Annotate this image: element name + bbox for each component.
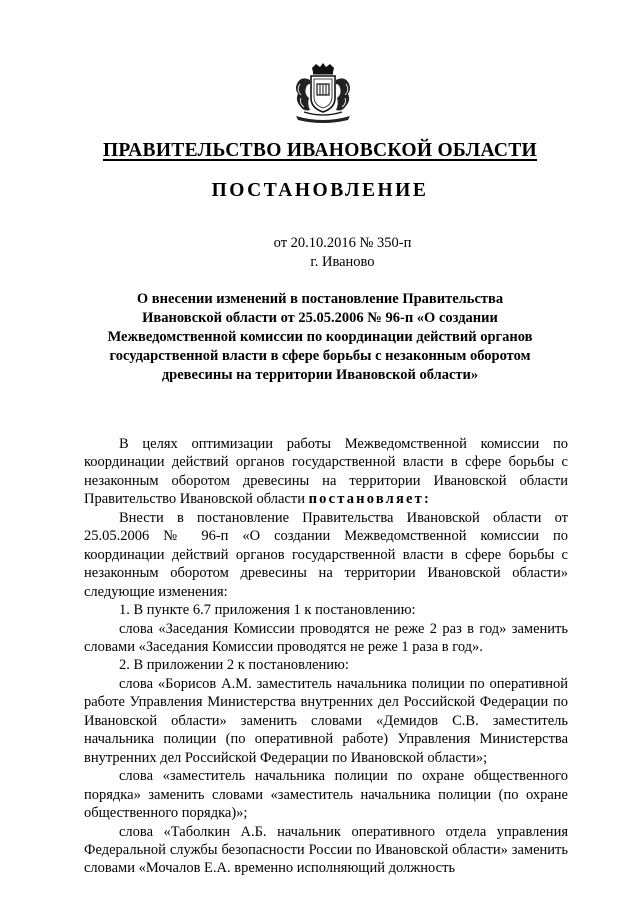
body-paragraph: 1. В пункте 6.7 приложения 1 к постановлению: (119, 602, 416, 619)
coat-of-arms-icon (290, 62, 356, 124)
organization-title (0, 140, 640, 162)
document-subject (70, 290, 570, 385)
body-paragraph: слова «заместитель начальника полиции по охране общественного порядка» заменить словами «заместитель начальника полиции (по охране общественного порядка)»; (84, 768, 568, 822)
document-meta (0, 234, 640, 272)
document-city: г. Иваново (310, 254, 375, 270)
body-paragraph: слова «Таболкин А.Б. начальник оперативного отдела управления Федеральной службы безопасности России по Ивановской области» заменить словами «Мочалов Е.А. временно исполняющий должность (84, 823, 568, 877)
body-paragraph: 2. В приложении 2 к постановлению: (119, 657, 349, 674)
document-type-heading: ПОСТАНОВЛЕНИЕ (211, 180, 429, 201)
body-paragraph: Внести в постановление Правительства Ивановской области от 25.05.2006 № 96-п «О создании Межведомственной комиссии по координации действий органов государственной власти в сфере борьбы с незаконным оборотом древесины на территории Ивановской области» следующие изменения: (84, 509, 568, 600)
body-paragraph: слова «Борисов А.М. заместитель начальника полиции по оперативной работе Управления Министерства внутренних дел Российской Федерации по Ивановской области» заменить словами «Демидов С.В. заместитель начальника полиции (по оперативной работе) Управления Министерства внутренних дел Российской Федерации по Ивановской области»; (84, 675, 568, 766)
subject-line: государственной власти в сфере борьбы с незаконным оборотом (109, 348, 531, 364)
subject-line: О внесении изменений в постановление Правительства (136, 291, 504, 307)
decree-word: постановляет: (308, 491, 432, 508)
document-date-number: от 20.10.2016 № 350-п (273, 235, 412, 251)
body-paragraph-preamble (84, 435, 568, 509)
document-body (84, 435, 568, 878)
subject-line: древесины на территории Ивановской области» (161, 367, 479, 383)
body-paragraph: слова «Заседания Комиссии проводятся не реже 2 раз в год» заменить словами «Заседания Комиссии проводятся не реже 1 раза в год». (84, 620, 568, 655)
subject-line: Межведомственной комиссии по координации действий органов (107, 329, 533, 345)
subject-line: Ивановской области от 25.05.2006 № 96-п «О создании (142, 310, 498, 326)
organization-title-text: ПРАВИТЕЛЬСТВО ИВАНОВСКОЙ ОБЛАСТИ (102, 140, 538, 161)
preamble-text: В целях оптимизации работы Межведомственной комиссии по координации действий органов государственной власти в сфере борьбы с незаконным оборотом древесины на территории Ивановской области Правительство Ивановской области (84, 436, 568, 508)
